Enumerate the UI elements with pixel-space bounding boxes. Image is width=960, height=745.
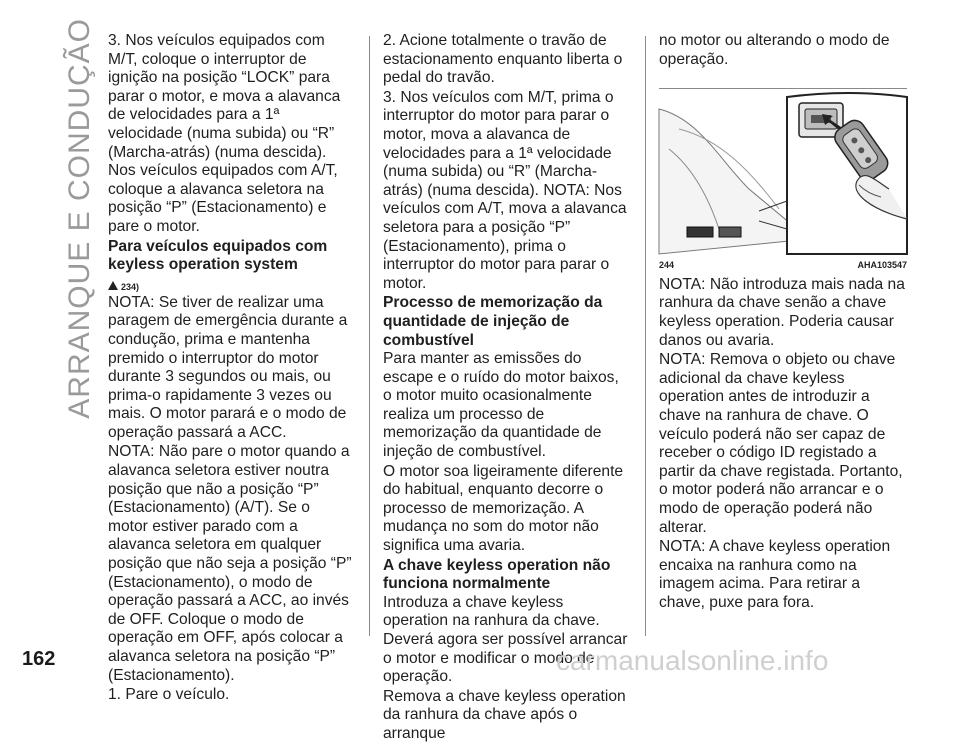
paragraph: NOTA: Não introduza mais nada na ranhura da chave senão a chave keyless operation. Poderia causar danos ou avaria. — [659, 275, 905, 349]
text-column-2 — [383, 32, 631, 745]
paragraph: Para manter as emissões do escape e o ruído do motor baixos, o motor muito ocasionalmente realiza um processo de memorização da quantidade de injeção de combustível. — [383, 350, 619, 461]
paragraph: 3. Nos veículos com M/T, prima o interruptor do motor para parar o motor, mova a alavanca de velocidades para a 1ª velocidade (numa subida) ou “R” (Marcha-atrás) (numa descida). NOTA: Nos veículos com A/T, mova a alavanca seletora para a posição “P” (Estacionamento), prima o interruptor do motor para parar o motor. — [383, 88, 627, 292]
column-divider — [645, 36, 646, 636]
chapter-title: ARRANQUE E CONDUÇÃO — [63, 18, 96, 419]
paragraph: 1. Pare o veículo. — [108, 686, 230, 704]
key-slot-drawing — [659, 89, 907, 254]
section-heading: A chave keyless operation não funciona normalmente — [383, 556, 611, 593]
key-slot-illustration — [659, 88, 907, 254]
chapter-title-sidebar — [58, 18, 102, 419]
figure-code: AHA103547 — [857, 260, 907, 271]
paragraph: no motor ou alterando o modo de operação. — [659, 32, 890, 68]
warning-reference — [108, 276, 354, 294]
figure-number: 244 — [659, 260, 675, 271]
paragraph: O motor soa ligeiramente diferente do habitual, enquanto decorre o processo de memorização. A mudança no som do motor não significa uma avaria. — [383, 462, 624, 555]
paragraph: NOTA: Se tiver de realizar uma paragem de emergência durante a condução, prima e mantenha premido o interruptor do motor durante 3 segundos ou mais, ou prima-o rapidamente 3 vezes ou mais. O motor parará e o modo de operação passará a ACC. — [108, 293, 348, 441]
paragraph: NOTA: Remova o objeto ou chave adicional da chave keyless operation antes de introduzir a chave na ranhura de chave. O veículo poderá não ser capaz de receber o código ID registado a partir da chave registada. Portanto, o motor poderá não arrancar e o modo de operação poderá não alterar. — [659, 351, 903, 536]
text-column-3 — [659, 32, 907, 613]
figure-caption — [659, 256, 907, 275]
paragraph: Remova a chave keyless operation da ranhura da chave após o arranque — [383, 687, 626, 742]
text-column-1 — [108, 32, 354, 706]
warning-reference-number: 234) — [121, 281, 140, 292]
page-number: 162 — [22, 648, 56, 670]
watermark: carmanualsonline.info — [556, 645, 829, 676]
column-divider — [369, 36, 370, 636]
paragraph: NOTA: Não pare o motor quando a alavanca seletora estiver noutra posição que não a posição “P” (Estacionamento) (A/T). Se o motor estiver parado com a alavanca seletora em qualquer posição que não seja a posição “P” (Estacionamento), o modo de operação passará a ACC, ao invés de OFF. Coloque o modo de operação em OFF, após colocar a alavanca seletora na posição “P” (Estacionamento). — [108, 443, 352, 684]
section-heading: Para veículos equipados com keyless operation system — [108, 237, 328, 274]
paragraph: 2. Acione totalmente o travão de estacionamento enquanto liberta o pedal do travão. — [383, 32, 623, 87]
warning-triangle-icon — [108, 281, 118, 290]
paragraph: 3. Nos veículos equipados com M/T, coloque o interruptor de ignição na posição “LOCK” para parar o motor, e mova a alavanca de velocidades para a 1ª velocidade (numa subida) ou “R” (Marcha-atrás) (numa descida). Nos veículos equipados com A/T, coloque a alavanca seletora na posição “P” (Estacionamento) e pare o motor. — [108, 32, 341, 235]
section-heading: Processo de memorização da quantidade de injeção de combustível — [383, 294, 603, 349]
paragraph: NOTA: A chave keyless operation encaixa na ranhura como na imagem acima. Para retirar a chave, puxe para fora. — [659, 538, 891, 611]
paragraph: Introduza a chave keyless operation na ranhura da chave. Deverá agora ser possível arrancar o motor e modificar o modo de operação. — [383, 593, 628, 686]
